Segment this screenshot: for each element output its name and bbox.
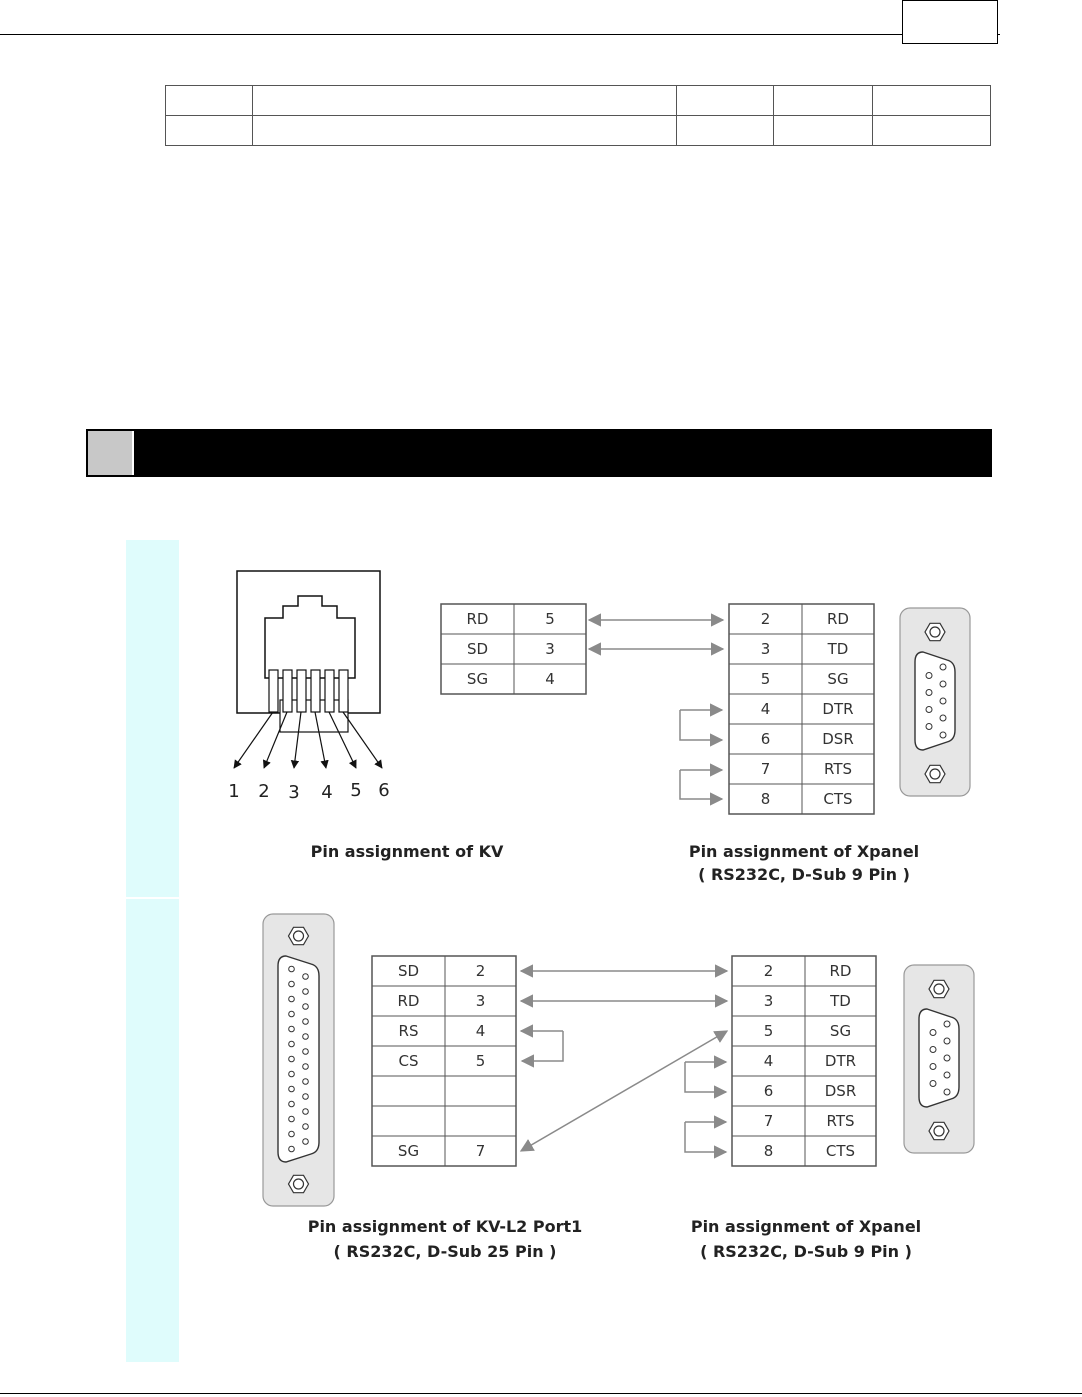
xpanel2-table-cell: 8: [763, 1142, 774, 1160]
caption-xpanel-2-sub: ( RS232C, D-Sub 9 Pin ): [700, 1242, 912, 1261]
xpanel2-table-row: [732, 1076, 876, 1106]
xpanel1-table-cell: DSR: [822, 730, 854, 748]
xpanel-pin-table-2: [732, 956, 876, 1166]
xpanel1-table-row: [729, 664, 874, 694]
rj-pin-labels: [228, 780, 389, 803]
kv-l2-table-cell: CS: [398, 1052, 419, 1070]
rj-pin-number: 3: [288, 782, 300, 803]
xpanel2-table-row: [732, 1136, 876, 1166]
caption-kv-l2: Pin assignment of KV-L2 Port1: [307, 1217, 583, 1236]
kv-l2-table-row: [372, 1046, 516, 1076]
kv-l2-table-cell: SD: [397, 962, 420, 980]
kv-l2-pin-table: [372, 956, 516, 1166]
xpanel2-table-cell: 5: [763, 1022, 774, 1040]
rj-pin: [269, 670, 278, 712]
xpanel2-table-row: [732, 1106, 876, 1136]
xpanel2-table-cell: RTS: [826, 1112, 855, 1130]
rj-pin-lead: [343, 712, 382, 768]
xpanel1-table-row: [729, 754, 874, 784]
kv-l2-table-row: [372, 1076, 516, 1106]
xpanel1-table-cell: RTS: [823, 760, 853, 778]
xpanel1-table-cell: 2: [760, 610, 771, 628]
xpanel2-table-cell: CTS: [825, 1142, 856, 1160]
xpanel2-table-cell: TD: [830, 992, 851, 1010]
xpanel1-table-row: [729, 604, 874, 634]
kv-table-cell: 5: [545, 610, 555, 628]
xpanel1-table-cell: 8: [760, 790, 771, 808]
rj-pin-number: 2: [258, 781, 270, 802]
xpanel2-table-row: [732, 986, 876, 1016]
kv-table-row: [441, 604, 586, 634]
kv-l2-table-row: [372, 1136, 516, 1166]
xpanel-pin-table-1: [729, 604, 874, 814]
caption-kv: Pin assignment of KV: [310, 842, 504, 861]
xpanel1-table-row: [729, 694, 874, 724]
caption-xpanel-1: Pin assignment of Xpanel: [688, 842, 920, 861]
xpanel2-table-cell: RD: [829, 962, 852, 980]
xpanel2-table-cell: DSR: [824, 1082, 857, 1100]
xpanel1-table-row: [729, 724, 874, 754]
xpanel1-table-cell: CTS: [823, 790, 853, 808]
kv-table-cell: SD: [466, 640, 489, 658]
xpanel2-table-row: [732, 956, 876, 986]
kv-l2-table-cell: RD: [397, 992, 420, 1010]
xpanel1-table-row: [729, 784, 874, 814]
kv-l2-table-row: [372, 1016, 516, 1046]
xpanel1-table-cell: SG: [827, 670, 849, 688]
kv-table-row: [441, 634, 586, 664]
rj-pin-number: 6: [378, 780, 390, 801]
rj-pin-number: 5: [350, 780, 362, 801]
xpanel2-table-row: [732, 1016, 876, 1046]
rj-pin: [297, 670, 306, 712]
xpanel1-table-cell: 6: [760, 730, 771, 748]
kv-table-cell: 4: [545, 670, 555, 688]
kv-table-cell: RD: [466, 610, 489, 628]
rj-pin: [311, 670, 320, 712]
rj-pin: [325, 670, 334, 712]
db9-connector-icon-2: [904, 965, 974, 1153]
xpanel2-table-cell: 6: [763, 1082, 774, 1100]
db9-connector-icon: [900, 608, 970, 796]
kv-table-cell: SG: [466, 670, 489, 688]
xpanel2-table-cell: DTR: [824, 1052, 857, 1070]
rj-pin-number: 4: [321, 782, 333, 803]
caption-xpanel-1-sub: ( RS232C, D-Sub 9 Pin ): [698, 865, 910, 884]
rj-pin: [283, 670, 292, 712]
xpanel2-table-cell: 4: [763, 1052, 774, 1070]
kv-l2-table-cell: 3: [475, 992, 486, 1010]
kv-table-cell: 3: [545, 640, 555, 658]
xpanel1-table-cell: RD: [827, 610, 849, 628]
xpanel1-table-cell: 3: [760, 640, 771, 658]
wiring-arrows-2: [521, 971, 727, 1152]
kv-l2-table-cell: RS: [398, 1022, 419, 1040]
kv-l2-table-cell: 7: [475, 1142, 486, 1160]
xpanel1-table-cell: DTR: [822, 700, 854, 718]
rj-pin-number: 1: [228, 781, 240, 802]
footer-rule: [0, 1393, 1082, 1394]
wiring-arrows-1: [589, 620, 723, 799]
xpanel1-table-cell: 5: [760, 670, 771, 688]
kv-l2-table-row: [372, 1106, 516, 1136]
xpanel2-table-cell: 2: [763, 962, 774, 980]
kv-l2-table-row: [372, 956, 516, 986]
db25-connector-icon: [263, 914, 334, 1206]
kv-table-row: [441, 664, 586, 694]
xpanel1-table-row: [729, 634, 874, 664]
xpanel2-table-cell: 7: [763, 1112, 774, 1130]
kv-l2-table-cell: 2: [475, 962, 486, 980]
rj-pin: [339, 670, 348, 712]
xpanel1-table-cell: 7: [760, 760, 771, 778]
caption-xpanel-2: Pin assignment of Xpanel: [690, 1217, 922, 1236]
kv-l2-table-row: [372, 986, 516, 1016]
xpanel2-table-cell: SG: [829, 1022, 852, 1040]
xpanel2-table-row: [732, 1046, 876, 1076]
kv-l2-table-cell: SG: [397, 1142, 420, 1160]
xpanel1-table-cell: TD: [827, 640, 849, 658]
kv-l2-table-cell: 4: [475, 1022, 486, 1040]
rj-connector-icon: [237, 571, 380, 732]
xpanel2-table-cell: 3: [763, 992, 774, 1010]
xpanel1-table-cell: 4: [760, 700, 771, 718]
kv-l2-table-cell: 5: [475, 1052, 486, 1070]
kv-pin-table: [441, 604, 586, 694]
caption-kv-l2-sub: ( RS232C, D-Sub 25 Pin ): [333, 1242, 557, 1261]
